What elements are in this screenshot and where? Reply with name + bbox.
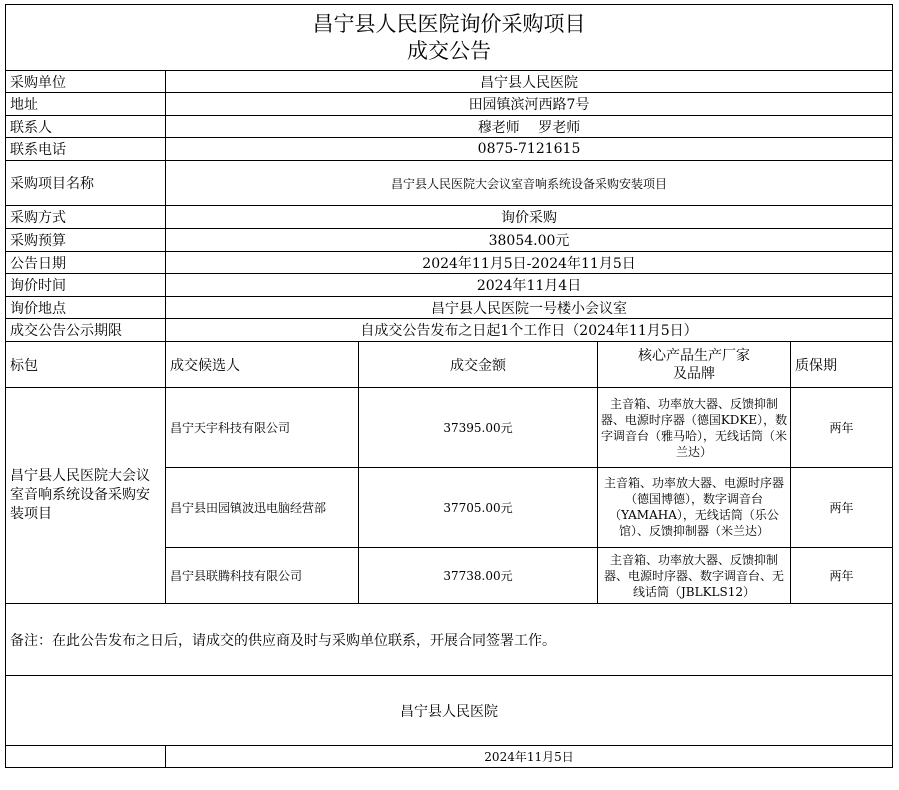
inquiry-time-value: 2024年11月4日 <box>166 274 893 297</box>
candidate-name: 昌宁天宇科技有限公司 <box>166 388 359 468</box>
brand-header-line-1: 核心产品生产厂家 <box>638 347 750 364</box>
contact-phone-label: 联系电话 <box>6 138 166 161</box>
candidate-brands <box>598 548 791 604</box>
remark: 备注：在此公告发布之日后，请成交的供应商及时与采购单位联系，开展合同签署工作。 <box>6 604 893 676</box>
publicity-period-label: 成交公告公示期限 <box>6 319 166 342</box>
amount-header: 成交金额 <box>359 342 598 388</box>
announcement-table <box>5 4 893 768</box>
warranty-header: 质保期 <box>791 342 893 388</box>
candidate-brands-text: 主音箱、功率放大器、反馈抑制器、电源时序器（德国KDKE），数字调音台（雅马哈），无线话筒（米兰达） <box>600 396 788 459</box>
inquiry-location-value: 昌宁县人民医院一号楼小会议室 <box>166 297 893 319</box>
candidate-warranty: 两年 <box>791 388 893 468</box>
candidate-name: 昌宁县联腾科技有限公司 <box>166 548 359 604</box>
announce-date-label: 公告日期 <box>6 252 166 274</box>
candidate-brands <box>598 468 791 548</box>
candidate-warranty: 两年 <box>791 548 893 604</box>
project-name-label: 采购项目名称 <box>6 161 166 206</box>
contact-phone-value: 0875-7121615 <box>166 138 893 161</box>
title-line-1: 昌宁县人民医院询价采购项目 <box>312 11 586 36</box>
candidate-brands-text: 主音箱、功率放大器、反馈抑制器、电源时序器、数字调音台、无线话筒（JBLKLS12） <box>603 552 784 599</box>
brand-header <box>598 342 791 388</box>
candidate-header: 成交候选人 <box>166 342 359 388</box>
candidate-brands-text: 主音箱、功率放大器、电源时序器（德国博德），数字调音台（YAMAHA），无线话筒（乐公馆）、反馈抑制器（米兰达） <box>603 476 784 538</box>
procurement-method-label: 采购方式 <box>6 206 166 229</box>
table-row <box>6 388 893 468</box>
inquiry-location-label: 询价地点 <box>6 297 166 319</box>
signature-date: 2024年11月5日 <box>166 746 893 768</box>
purchaser-value: 昌宁县人民医院 <box>166 71 893 93</box>
contact-person-value: 穆老师 罗老师 <box>166 116 893 138</box>
procurement-method-value: 询价采购 <box>166 206 893 229</box>
candidate-warranty: 两年 <box>791 468 893 548</box>
announce-date-value: 2024年11月5日-2024年11月5日 <box>166 252 893 274</box>
candidate-name: 昌宁县田园镇波迅电脑经营部 <box>166 468 359 548</box>
address-label: 地址 <box>6 93 166 116</box>
candidate-brands <box>598 388 791 468</box>
publicity-period-value: 自成交公告发布之日起1个工作日（2024年11月5日） <box>166 319 893 342</box>
candidate-amount: 37395.00元 <box>359 388 598 468</box>
contact-person-label: 联系人 <box>6 116 166 138</box>
budget-value: 38054.00元 <box>166 229 893 252</box>
project-name-value: 昌宁县人民医院大会议室音响系统设备采购安装项目 <box>166 161 893 206</box>
package-name: 昌宁县人民医院大会议室音响系统设备采购安装项目 <box>6 388 166 604</box>
candidate-amount: 37705.00元 <box>359 468 598 548</box>
inquiry-time-label: 询价时间 <box>6 274 166 297</box>
candidate-amount: 37738.00元 <box>359 548 598 604</box>
title-line-2: 成交公告 <box>407 38 492 63</box>
package-header: 标包 <box>6 342 166 388</box>
purchaser-label: 采购单位 <box>6 71 166 93</box>
signature-blank-cell <box>6 746 166 768</box>
address-value: 田园镇滨河西路7号 <box>166 93 893 116</box>
budget-label: 采购预算 <box>6 229 166 252</box>
brand-header-line-2: 及品牌 <box>673 365 715 382</box>
signature-organization: 昌宁县人民医院 <box>6 676 893 746</box>
document-title <box>6 5 893 71</box>
